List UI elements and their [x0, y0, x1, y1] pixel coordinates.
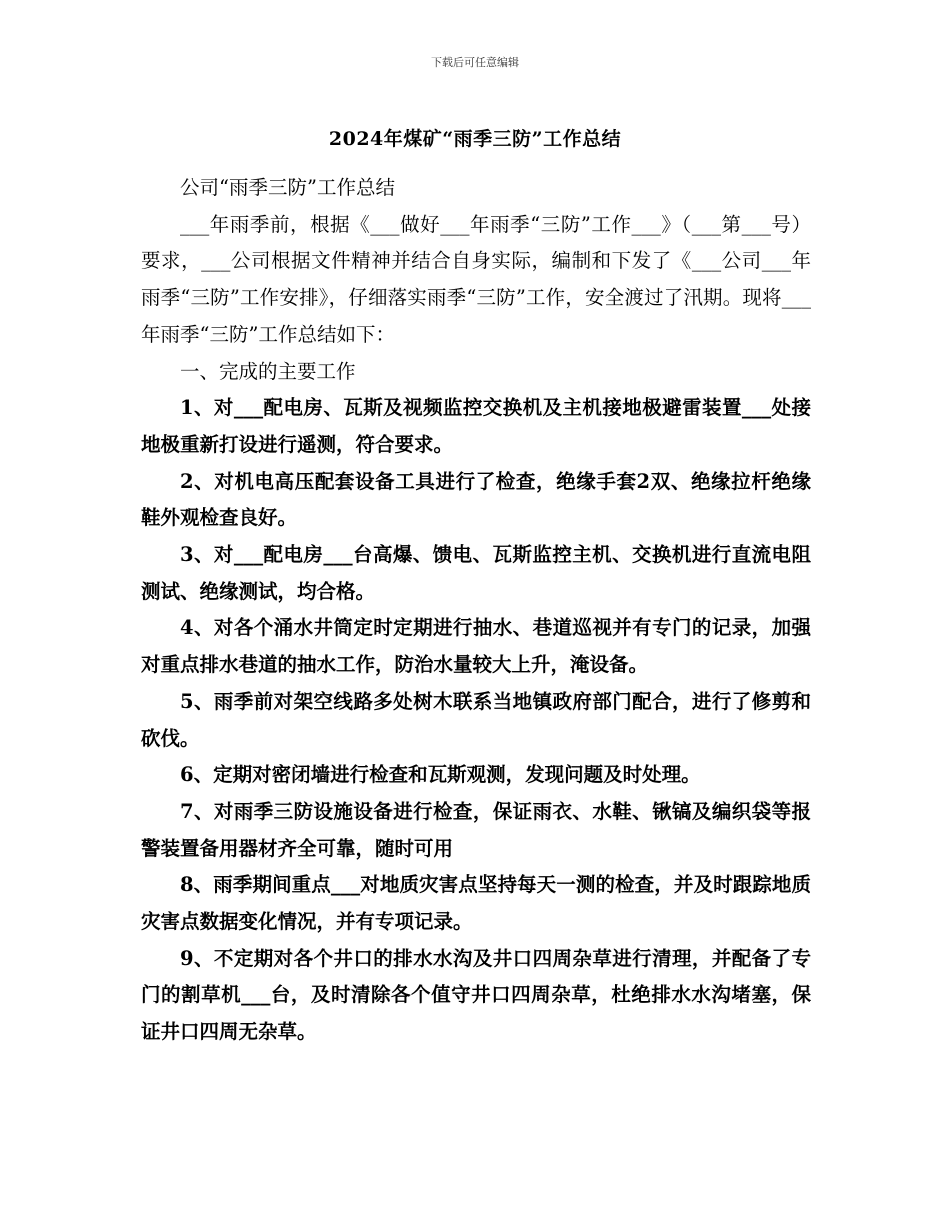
section-heading: 一、完成的主要工作 — [180, 359, 356, 383]
paragraph-subtitle: 公司“雨季三防”工作总结 — [180, 176, 395, 199]
list-item: 3、对___配电房___台高爆、馈电、瓦斯监控主机、交换机进行直流电阻测试、绝缘测试，均合格。 — [141, 543, 811, 603]
list-item: 1、对___配电房、瓦斯及视频监控交换机及主机接地极避雷装置___处接地极重新打设进行遥测，符合要求。 — [141, 396, 811, 456]
document-body — [141, 170, 811, 1051]
paragraph-intro: ___年雨季前，根据《___做好___年雨季“三防”工作___》（___第___号）要求，___公司根据文件精神并结合自身实际，编制和下发了《___公司___年雨季“三防”工作安排》，仔细落实雨季“三防”工作，安全渡过了汛期。现将___年雨季“三防”工作总结如下： — [141, 212, 811, 346]
list-item: 4、对各个涌水井筒定时定期进行抽水、巷道巡视并有专门的记录，加强对重点排水巷道的抽水工作，防治水量较大上升，淹设备。 — [141, 616, 811, 677]
list-item: 8、雨季期间重点___对地质灾害点坚持每天一测的检查，并及时跟踪地质灾害点数据变化情况，并有专项记录。 — [141, 873, 811, 934]
list-item: 5、雨季前对架空线路多处树木联系当地镇政府部门配合，进行了修剪和砍伐。 — [141, 689, 811, 750]
list-item: 6、定期对密闭墙进行检查和瓦斯观测，发现问题及时处理。 — [180, 763, 701, 787]
list-item: 7、对雨季三防设施设备进行检查，保证雨衣、水鞋、锹镐及编织袋等报警装置备用器材齐全可靠，随时可用 — [141, 799, 811, 860]
document-title: 2024年煤矿“雨季三防”工作总结 — [328, 128, 622, 150]
list-item: 2、对机电高压配套设备工具进行了检查，绝缘手套2双、绝缘拉杆绝缘鞋外观检查良好。 — [141, 469, 811, 530]
header-note: 下载后可任意编辑 — [431, 56, 519, 69]
list-item: 9、不定期对各个井口的排水水沟及井口四周杂草进行清理，并配备了专门的割草机___台，及时清除各个值守井口四周杂草，杜绝排水水沟堵塞，保证井口四周无杂草。 — [141, 946, 811, 1044]
